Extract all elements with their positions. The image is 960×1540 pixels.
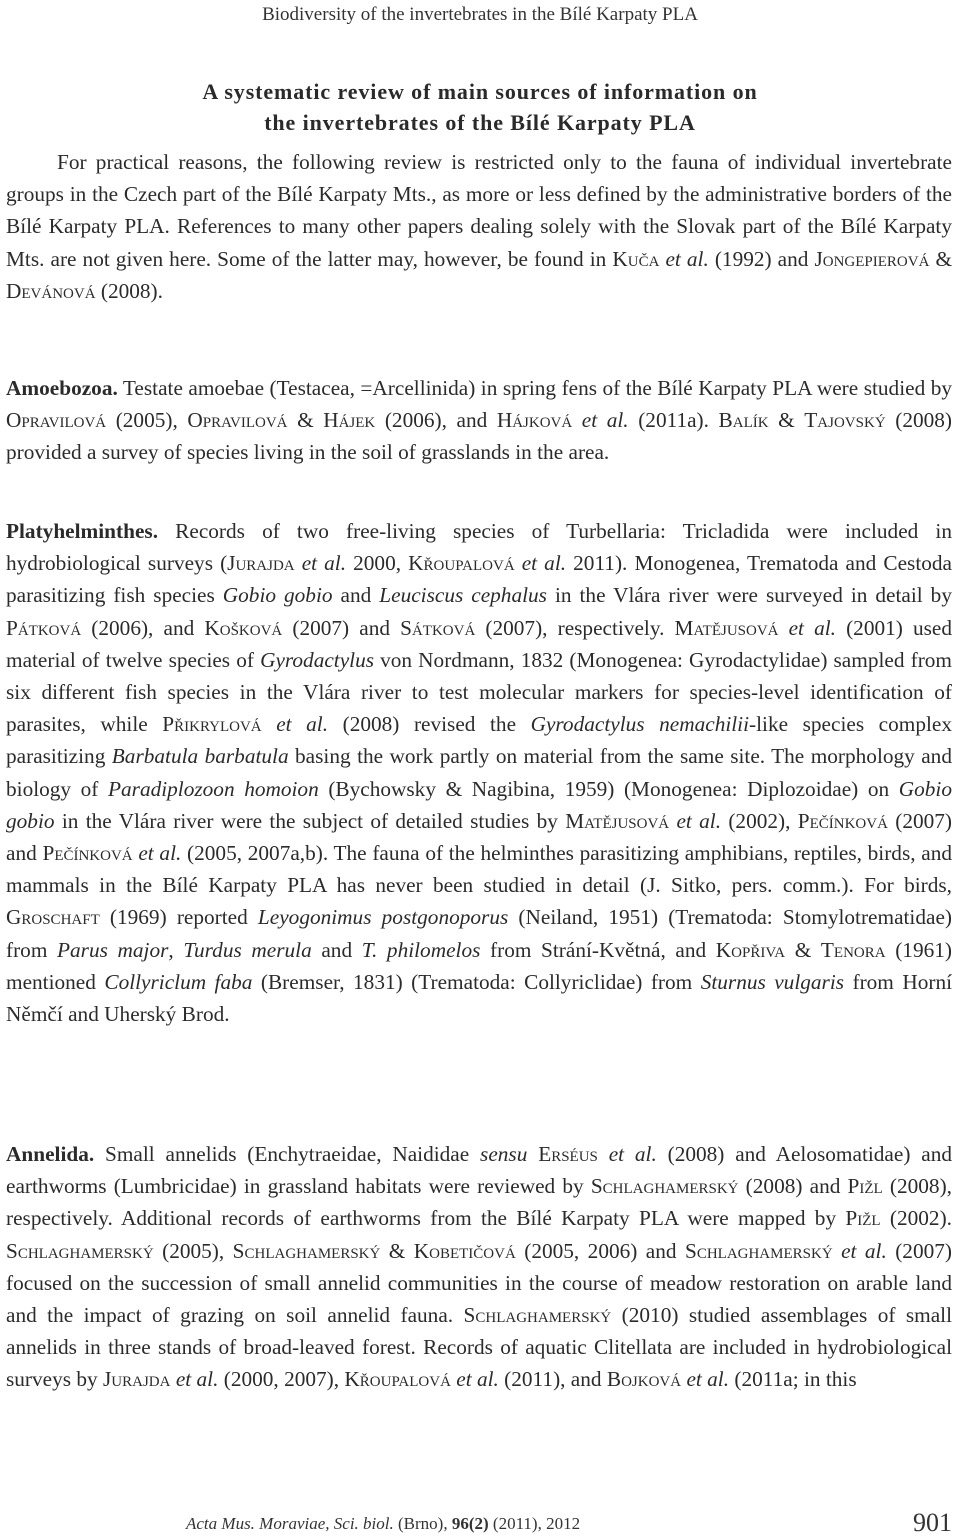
et-al: et al. <box>686 1367 730 1392</box>
section-title <box>0 76 960 138</box>
author-name: Opravilová <box>6 408 107 433</box>
text-run <box>527 1142 538 1166</box>
author-name: Jurajda <box>227 551 295 576</box>
et-al: et al. <box>138 841 182 866</box>
text-run: (2008), respectively. Additional records of earthworms from the Bílé Karpaty PLA were mapped by <box>6 1174 952 1231</box>
paragraph-platyhelminthes <box>6 515 952 1030</box>
species-name: Leuciscus cephalus <box>379 583 547 608</box>
author-name: Pečínková <box>797 808 888 833</box>
text-run: (2010) studied assemblages of small annelids in three stands of broad-leaved forest. Records of aquatic Clitellata are included in hydrobiological surveys by <box>6 1303 952 1392</box>
text-run: (2002), <box>721 808 798 833</box>
journal-footer <box>186 1514 580 1534</box>
author-name: Schlaghamerský <box>232 1238 381 1263</box>
author-name: Hájková <box>496 408 573 433</box>
species-name: Parus major <box>57 937 169 962</box>
text-run: & <box>380 1238 414 1263</box>
running-head: Biodiversity of the invertebrates in the Bílé Karpaty PLA <box>262 4 698 25</box>
journal-place: (Brno), <box>393 1514 452 1533</box>
author-name: Balík <box>718 408 769 433</box>
taxon-heading: Platyhelminthes. <box>6 519 159 543</box>
text-run <box>833 1239 841 1263</box>
text-run: (2011a). <box>628 408 719 433</box>
text-run: in the Vlára river were surveyed in detail by <box>546 583 952 608</box>
text-run: (2005, 2006) and <box>515 1238 685 1263</box>
author-name: Křoupalová <box>408 551 515 576</box>
text-run: from Strání-Květná, and <box>480 937 716 962</box>
text-run: from Horní Němčí and Uherský Brod. <box>6 969 953 1027</box>
text-run: von Nordmann, 1832 (Monogenea: Gyrodactylidae) sampled from six different fish species in the Vlára river to test molecular markers for species-level identification of parasites, while <box>6 647 953 737</box>
author-name: Pečínková <box>42 841 133 866</box>
text-run: Small annelids (Enchytraeidae, Naididae <box>94 1142 481 1166</box>
text-run <box>779 616 789 640</box>
et-al: et al. <box>581 408 629 433</box>
text-run: (2007) and <box>282 615 401 640</box>
author-name: Křoupalová <box>344 1367 451 1392</box>
author-name: Pižl <box>845 1206 881 1231</box>
text-run: (Neiland, 1951) (Trematoda: Stomylotrematidae) from <box>6 905 952 962</box>
text-run: , <box>168 937 184 962</box>
author-name: Pižl <box>847 1174 883 1199</box>
paragraph-annelida <box>6 1138 952 1396</box>
text-run: (1961) mentioned <box>6 937 952 994</box>
text-run: and <box>311 937 362 962</box>
et-al: et al. <box>676 808 722 833</box>
species-name: Barbatula barbatula <box>111 744 289 769</box>
species-name: Gobio gobio <box>6 776 952 833</box>
text-run: & <box>287 408 324 433</box>
taxon-heading: Amoebozoa. <box>6 376 118 400</box>
author-name: Pátková <box>6 615 82 640</box>
text-run: (2008). <box>95 278 163 303</box>
journal-year: (2011), 2012 <box>488 1514 581 1533</box>
text-run: (Bremser, 1831) (Trematoda: Collyriclidae) from <box>252 969 701 994</box>
text-run: Testate amoebae (Testacea, =Arcellinida) in spring fens of the Bílé Karpaty PLA were studied by <box>117 376 952 400</box>
text-run: 2000, <box>346 551 409 576</box>
et-al: et al. <box>456 1367 499 1392</box>
text-run: (2011), and <box>498 1367 607 1392</box>
latin-term: sensu <box>480 1142 528 1166</box>
text-run: & <box>929 246 953 271</box>
text-run <box>515 551 522 575</box>
species-name: Sturnus vulgaris <box>700 969 845 994</box>
et-al: et al. <box>788 615 836 640</box>
text-run: (2005), <box>106 408 188 433</box>
text-run: (2008) and Aelosomatidae) and earthworms (Lumbricidae) in grassland habitats were reviewed by <box>6 1142 953 1199</box>
section-title-line-1: A systematic review of main sources of information on <box>202 79 758 104</box>
author-name: Schlaghamerský <box>590 1174 739 1199</box>
species-name: Leyogonimus postgonoporus <box>257 905 509 930</box>
author-name: Kopřiva <box>715 937 786 962</box>
author-name: Matějusová <box>565 808 670 833</box>
species-name: Gobio gobio <box>222 583 333 608</box>
text-run: basing the work partly on material from the same site. The morphology and biology of <box>6 744 952 801</box>
species-name: Collyriclum faba <box>104 969 253 994</box>
et-al: et al. <box>608 1142 657 1166</box>
author-name: Devánová <box>6 278 96 303</box>
author-name: Sátková <box>400 615 476 640</box>
text-run: (2005), <box>153 1238 233 1263</box>
et-al: et al. <box>301 551 347 576</box>
text-run: (2008) and <box>738 1174 848 1199</box>
et-al: et al. <box>521 551 567 576</box>
author-name: Kuča <box>612 246 660 271</box>
author-name: Kobetičová <box>413 1238 516 1263</box>
species-name: Paradiplozoon homoion <box>108 776 319 801</box>
author-name: Groschaft <box>6 905 100 930</box>
et-al: et al. <box>175 1367 219 1392</box>
text-run: (2007) and <box>6 808 953 866</box>
text-run: (2007), respectively. <box>475 615 675 640</box>
page-number: 901 <box>913 1508 952 1537</box>
text-run: & <box>785 937 821 962</box>
paragraph-amoebozoa <box>6 372 952 469</box>
text-run <box>572 408 582 432</box>
text-run: (2001) used material of twelve species of <box>6 615 953 672</box>
text-run: 2011). Monogenea, Trematoda and Cestoda parasitizing fish species <box>6 551 952 608</box>
et-al: et al. <box>276 712 329 737</box>
text-run: (2000, 2007), <box>218 1367 345 1392</box>
text-run: (2006), and <box>375 408 497 433</box>
text-run: (1992) and <box>708 246 815 271</box>
text-run: (Bychowsky & Nagibina, 1959) (Monogenea: Diplozoidae) on <box>318 776 899 801</box>
author-name: Tajovský <box>804 408 886 433</box>
text-run <box>295 551 302 575</box>
author-name: Tenora <box>820 937 886 962</box>
author-name: Schlaghamerský <box>6 1238 154 1263</box>
species-name: Gyrodactylus nemachilii <box>530 712 750 737</box>
text-run: and <box>332 583 380 608</box>
author-name: Jongepierová <box>814 246 930 271</box>
author-name: Matějusová <box>674 615 779 640</box>
text-run: (1969) reported <box>99 905 258 930</box>
text-run: Records of two free-living species of Turbellaria: Tricladida were included in hydrobiological surveys ( <box>6 519 952 576</box>
species-name: Turdus merula <box>183 937 312 962</box>
text-run: -like species complex parasitizing <box>6 712 953 769</box>
text-run: (2006), and <box>81 615 205 640</box>
author-name: Hájek <box>323 408 376 433</box>
text-run: (2008) revised the <box>328 712 531 737</box>
journal-name: Acta Mus. Moraviae, Sci. biol. <box>186 1514 394 1533</box>
text-run: (2011a; in this <box>729 1367 857 1392</box>
author-name: Opravilová <box>187 408 288 433</box>
text-run: (2005, 2007a,b). The fauna of the helminthes parasitizing amphibians, reptiles, birds, and mammals in the Bílé Karpaty PLA has never been studied in detail (J. Sitko, pers. comm.). For birds, <box>6 841 953 898</box>
section-title-line-2: the invertebrates of the Bílé Karpaty PLA <box>264 110 696 135</box>
author-name: Přikrylová <box>162 712 262 737</box>
genus-name: Gyrodactylus <box>260 647 375 672</box>
et-al: et al. <box>665 246 709 271</box>
et-al: et al. <box>841 1238 887 1263</box>
text-run: (2008) provided a survey of species living in the soil of grasslands in the area. <box>6 408 953 465</box>
paragraph-intro <box>6 146 952 307</box>
author-name: Schlaghamerský <box>463 1303 612 1328</box>
author-name: Košková <box>204 615 283 640</box>
author-name: Jurajda <box>103 1367 171 1392</box>
author-name: Bojková <box>606 1367 682 1392</box>
journal-volume: 96(2) <box>451 1514 489 1533</box>
text-run <box>598 1142 609 1166</box>
text-run: For practical reasons, the following review is restricted only to the fauna of individual invertebrate groups in the Czech part of the Bílé Karpaty Mts., as more or less defined by the administrative borders of the Bílé Karpaty PLA. References to many other papers dealing solely with the Slovak part of the Bílé Karpaty Mts. are not given here. Some of the latter may, however, be found in <box>6 150 952 271</box>
taxon-heading: Annelida. <box>6 1142 95 1166</box>
text-run: (2007) focused on the succession of small annelid communities in the course of meadow restoration on arable land and the impact of grazing on soil annelid fauna. <box>6 1238 952 1328</box>
text-run: in the Vlára river were the subject of detailed studies by <box>54 808 566 833</box>
author-name: Erséus <box>538 1142 598 1166</box>
author-name: Schlaghamerský <box>684 1238 833 1263</box>
text-run: & <box>768 408 805 433</box>
species-name: T. philomelos <box>361 937 481 962</box>
text-run <box>262 712 277 736</box>
text-run: (2002). <box>880 1206 952 1231</box>
